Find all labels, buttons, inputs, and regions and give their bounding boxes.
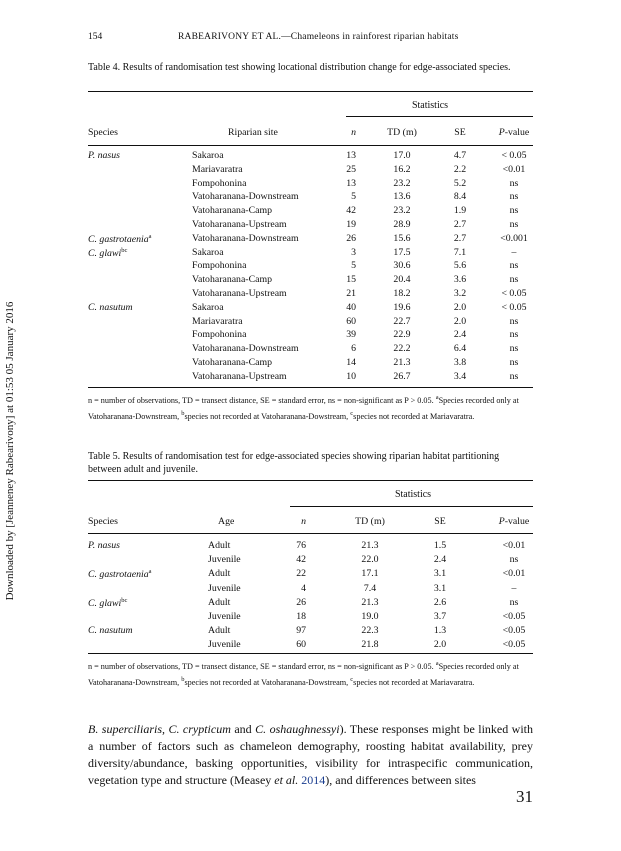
download-notice-text: Downloaded by [Jeanneney Rabearivony] at 01:53 05 January 2016 (4, 301, 16, 601)
p-value-cell: <0.05 (502, 639, 526, 651)
age-cell: Adult (208, 568, 231, 580)
table-row (88, 625, 533, 639)
table5-statistics-rule (290, 506, 533, 507)
site-cell: Vatoharanana-Camp (192, 205, 272, 217)
column-header: P-value (498, 516, 530, 527)
running-head-title: RABEARIVONY ET AL.—Chameleons in rainforest riparian habitats (178, 32, 459, 42)
p-value-cell: <0.01 (502, 163, 526, 175)
site-cell: Vatoharanana-Upstream (192, 219, 287, 230)
p-value-cell: ns (509, 315, 519, 327)
table-row (88, 233, 533, 247)
se-cell: 3.4 (453, 370, 467, 382)
p-value-cell: ns (509, 219, 519, 230)
p-value-cell: ns (509, 274, 519, 286)
species-cell: C. gastrotaenia$^a$ (88, 568, 152, 581)
column-header: n (351, 127, 356, 138)
n-cell: 22 (296, 568, 306, 580)
species-last: C. oshaughnessyi (255, 722, 340, 736)
species-cell: C. glawi$^{bc}$ (88, 596, 128, 609)
p-value-cell: – (511, 246, 517, 258)
age-cell: Juvenile (208, 639, 241, 651)
site-cell: Fompohonina (192, 177, 247, 189)
table-row (88, 247, 533, 261)
n-cell: 4 (301, 582, 306, 594)
p-value-cell: <0.01 (502, 568, 526, 580)
site-cell: Mariavaratra (192, 163, 243, 175)
table-row (88, 302, 533, 316)
column-header: SE (434, 516, 446, 527)
n-cell: 5 (351, 191, 356, 203)
se-cell: 2.4 (453, 329, 467, 341)
footnote-mark-b: b (181, 676, 185, 683)
td-cell: 20.4 (393, 274, 411, 286)
p-value-cell: ns (509, 343, 519, 355)
td-cell: 22.2 (393, 343, 411, 355)
p-value-cell: < 0.05 (501, 288, 527, 299)
se-cell: 3.1 (433, 582, 447, 594)
table4-caption: Table 4. Results of randomisation test showing locational distribution change for edge-associated species. (88, 62, 511, 73)
table-row (88, 150, 533, 164)
se-cell: 5.6 (453, 260, 467, 272)
table4-note-main: n = number of observations, TD = transect distance, SE = standard error, ns = non-significant as P > 0.05. (88, 396, 436, 405)
n-cell: 60 (346, 315, 356, 327)
table-row (88, 329, 533, 343)
column-header: Species (88, 127, 118, 138)
age-cell: Adult (208, 625, 231, 637)
column-header: Age (218, 516, 235, 527)
td-cell: 23.2 (393, 205, 411, 217)
footnote-b-text: species not recorded at Vatoharanana-Dowstream, (184, 412, 351, 421)
species-cell: C. glawi$^{bc}$ (88, 246, 128, 259)
table5-bottom-rule (88, 653, 533, 654)
p-value-cell: ns (509, 177, 519, 189)
table-row (88, 274, 533, 288)
table5-footnote (88, 657, 533, 689)
p-value-cell: <0.05 (502, 611, 526, 622)
td-cell: 26.7 (393, 370, 411, 382)
se-cell: 6.4 (453, 343, 467, 355)
site-cell: Vatoharanana-Downstream (192, 191, 299, 203)
se-cell: 2.2 (453, 163, 467, 175)
p-value-cell: ns (509, 205, 519, 217)
table-row (88, 568, 533, 582)
table-row (88, 178, 533, 192)
table4-statistics-rule (346, 116, 533, 117)
site-cell: Sakaroa (192, 301, 224, 313)
se-cell: 2.7 (453, 219, 467, 230)
footnote-c-text: species not recorded at Mariavaratra. (353, 412, 475, 421)
n-cell: 21 (346, 288, 356, 299)
site-cell: Mariavaratra (192, 315, 243, 327)
column-header: TD (m) (355, 516, 385, 527)
n-cell: 40 (346, 301, 356, 313)
n-cell: 13 (346, 177, 356, 189)
td-cell: 28.9 (393, 219, 411, 230)
p-value-cell: – (511, 582, 517, 594)
table5-column-headers (88, 516, 533, 530)
se-cell: 2.0 (453, 315, 467, 327)
column-header: Riparian site (228, 127, 278, 138)
se-cell: 2.0 (453, 301, 467, 313)
n-cell: 10 (346, 370, 356, 382)
table-row (88, 639, 533, 653)
n-cell: 3 (351, 246, 356, 258)
n-cell: 18 (296, 611, 306, 622)
paragraph-text-end: ), and differences between sites (325, 773, 476, 787)
age-cell: Adult (208, 596, 231, 608)
header-page-number: 154 (88, 32, 103, 42)
table5-note-main: n = number of observations, TD = transect distance, SE = standard error, ns = non-significant as P > 0.05. (88, 662, 436, 671)
td-cell: 17.1 (361, 568, 379, 580)
n-cell: 42 (346, 205, 356, 217)
p-value-cell: ns (509, 191, 519, 203)
table4-top-rule (88, 91, 533, 92)
species-cell: C. nasutum (88, 301, 133, 313)
table-row (88, 260, 533, 274)
column-header: P-value (498, 127, 530, 138)
species-list: B. superciliaris, C. crypticum (88, 722, 231, 736)
footnote-c-text: species not recorded at Mariavaratra. (353, 678, 475, 687)
p-value-cell: ns (509, 554, 519, 566)
se-cell: 3.8 (453, 357, 467, 368)
table4-statistics-label: Statistics (411, 100, 449, 111)
table-row (88, 554, 533, 568)
n-cell: 97 (296, 625, 306, 637)
site-cell: Fompohonina (192, 329, 247, 341)
table-row (88, 357, 533, 371)
footer-page-number: 31 (516, 787, 533, 806)
td-cell: 21.3 (393, 357, 411, 368)
table4-header-rule (88, 145, 533, 146)
td-cell: 7.4 (363, 582, 377, 594)
table-row (88, 164, 533, 178)
footnote-mark-c: c (350, 410, 354, 417)
td-cell: 17.5 (393, 246, 411, 258)
p-value-cell: < 0.05 (501, 301, 527, 313)
p-value-cell: ns (509, 596, 519, 608)
species-cell: P. nasus (88, 150, 120, 161)
table-row (88, 219, 533, 233)
site-cell: Sakaroa (192, 246, 224, 258)
species-cell: C. gastrotaenia$^a$ (88, 232, 152, 245)
table-row (88, 316, 533, 330)
site-cell: Vatoharanana-Downstream (192, 343, 299, 355)
td-cell: 22.7 (393, 315, 411, 327)
citation-year-link[interactable]: 2014 (301, 773, 326, 787)
body-paragraph (88, 721, 533, 789)
footnote-a-text: Species recorded only at Vatoharanana-Downstream, (88, 662, 519, 687)
site-cell: Fompohonina (192, 260, 247, 272)
p-value-cell: <0.05 (502, 625, 526, 637)
table-row (88, 371, 533, 385)
table-row (88, 191, 533, 205)
n-cell: 25 (346, 163, 356, 175)
table5-caption: Table 5. Results of randomisation test for edge-associated species showing riparian habitat partitioning between adult and juvenile. (88, 451, 500, 475)
td-cell: 21.3 (361, 540, 379, 551)
age-cell: Adult (208, 540, 231, 551)
se-cell: 2.0 (433, 639, 447, 651)
age-cell: Juvenile (208, 611, 241, 622)
p-value-cell: ns (509, 329, 519, 341)
p-value-cell: ns (509, 260, 519, 272)
se-cell: 5.2 (453, 177, 467, 189)
n-cell: 42 (296, 554, 306, 566)
p-value-cell: ns (509, 357, 519, 368)
td-cell: 19.6 (393, 301, 411, 313)
site-cell: Sakaroa (192, 150, 224, 161)
footnote-mark-a: a (435, 660, 439, 667)
column-header: SE (454, 127, 466, 138)
td-cell: 15.6 (393, 232, 411, 244)
footnote-mark-b: b (181, 410, 185, 417)
column-header: TD (m) (387, 127, 417, 138)
download-notice-sidebar (0, 0, 20, 851)
site-cell: Vatoharanana-Downstream (192, 232, 299, 244)
n-cell: 13 (346, 150, 356, 161)
p-value-cell: ns (509, 370, 519, 382)
conjunction: and (230, 722, 256, 736)
se-cell: 7.1 (453, 246, 467, 258)
et-al: et al. (274, 773, 299, 787)
paragraph-text: ). These responses might be linked with a number of factors such as chameleon demography, roosting habitat availability, prey diversity/abundance, basking opportunities, visibility for intraspecific communication, vegetation type and structure (Measey (88, 722, 534, 787)
table-row (88, 611, 533, 625)
td-cell: 21.8 (361, 639, 379, 651)
species-cell: P. nasus (88, 540, 120, 551)
td-cell: 13.6 (393, 191, 411, 203)
td-cell: 22.0 (361, 554, 379, 566)
table4-bottom-rule (88, 387, 533, 388)
td-cell: 16.2 (393, 163, 411, 175)
se-cell: 3.6 (453, 274, 467, 286)
n-cell: 14 (346, 357, 356, 368)
n-cell: 76 (296, 540, 306, 551)
table5-header-rule (88, 533, 533, 534)
n-cell: 26 (296, 596, 306, 608)
column-header: n (301, 516, 306, 527)
n-cell: 5 (351, 260, 356, 272)
se-cell: 2.4 (433, 554, 447, 566)
site-cell: Vatoharanana-Upstream (192, 370, 287, 382)
td-cell: 18.2 (393, 288, 411, 299)
p-value-cell: <0.01 (502, 540, 526, 551)
table5-statistics-label: Statistics (394, 489, 432, 500)
age-cell: Juvenile (208, 582, 241, 594)
table-row (88, 583, 533, 597)
se-cell: 1.9 (453, 205, 467, 217)
se-cell: 3.1 (433, 568, 447, 580)
site-cell: Vatoharanana-Camp (192, 357, 272, 368)
se-cell: 1.3 (433, 625, 447, 637)
site-cell: Vatoharanana-Camp (192, 274, 272, 286)
n-cell: 15 (346, 274, 356, 286)
se-cell: 3.7 (433, 611, 447, 622)
column-header: Species (88, 516, 118, 527)
table4-column-headers (88, 127, 533, 141)
species-cell: C. nasutum (88, 625, 133, 637)
n-cell: 39 (346, 329, 356, 341)
td-cell: 17.0 (393, 150, 411, 161)
td-cell: 23.2 (393, 177, 411, 189)
table5-top-rule (88, 480, 533, 481)
table-row (88, 343, 533, 357)
footnote-a-text: Species recorded only at Vatoharanana-Downstream, (88, 396, 519, 421)
se-cell: 1.5 (433, 540, 447, 551)
table-row (88, 597, 533, 611)
td-cell: 22.3 (361, 625, 379, 637)
age-cell: Juvenile (208, 554, 241, 566)
footnote-mark-a: a (435, 394, 439, 401)
se-cell: 4.7 (453, 150, 467, 161)
td-cell: 30.6 (393, 260, 411, 272)
site-cell: Vatoharanana-Upstream (192, 288, 287, 299)
p-value-cell: <0.001 (500, 232, 528, 244)
se-cell: 8.4 (453, 191, 467, 203)
n-cell: 6 (351, 343, 356, 355)
table4-footnote (88, 391, 533, 423)
td-cell: 22.9 (393, 329, 411, 341)
n-cell: 19 (346, 219, 356, 230)
n-cell: 60 (296, 639, 306, 651)
n-cell: 26 (346, 232, 356, 244)
se-cell: 2.7 (453, 232, 467, 244)
p-value-cell: < 0.05 (501, 150, 527, 161)
table-row (88, 540, 533, 554)
table-row (88, 288, 533, 302)
table-row (88, 205, 533, 219)
footnote-mark-c: c (350, 676, 354, 683)
se-cell: 2.6 (433, 596, 447, 608)
td-cell: 21.3 (361, 596, 379, 608)
td-cell: 19.0 (361, 611, 379, 622)
se-cell: 3.2 (453, 288, 467, 299)
footnote-b-text: species not recorded at Vatoharanana-Dowstream, (184, 678, 351, 687)
